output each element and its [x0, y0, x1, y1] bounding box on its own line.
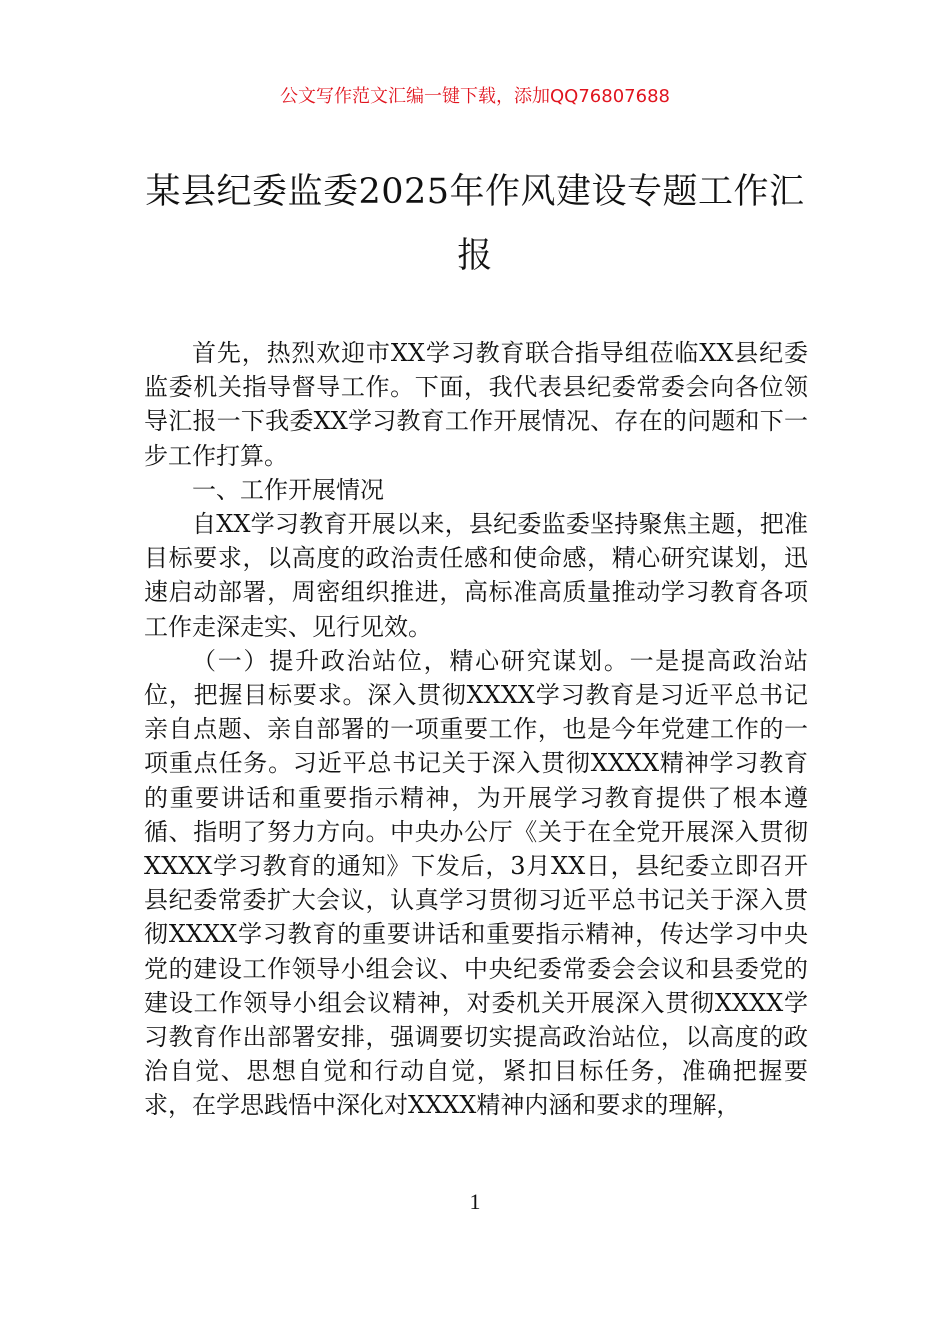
section-heading: 一、工作开展情况: [192, 475, 384, 504]
document-title: 某县纪委监委2025年作风建设专题工作汇报: [145, 172, 805, 276]
paragraph-subsection-1: （一）提升政治站位，精心研究谋划。一是提高政治站位，把握目标要求。深入贯彻XXXX学习教育是习近平总书记亲自点题、亲自部署的一项重要工作，也是今年党建工作的一项重点任务。习近平总书记关于深入贯彻XXXX精神学习教育的重要讲话和重要指示精神，为开展学习教育提供了根本遵循、指明了努力方向。中央办公厅《关于在全党开展深入贯彻XXXX学习教育的通知》下发后，3月XX日，县纪委立即召开县纪委常委扩大会议，认真学习贯彻习近平总书记关于深入贯彻XXXX学习教育的重要讲话和重要指示精神，传达学习中央党的建设工作领导小组会议、中央纪委常委会会议和县委党的建设工作领导小组会议精神，对委机关开展深入贯彻XXXX学习教育作出部署安排，强调要切实提高政治站位，以高度的政治自觉、思想自觉和行动自觉，紧扣目标任务，准确把握要求，在学思践悟中深化对XXXX精神内涵和要求的理解，: [144, 646, 808, 1120]
paragraph-intro: 首先，热烈欢迎市XX学习教育联合指导组莅临XX县纪委监委机关指导督导工作。下面，我代表县纪委常委会向各位领导汇报一下我委XX学习教育工作开展情况、存在的问题和下一步工作打算。: [144, 339, 808, 470]
page-number: 1: [469, 1189, 481, 1214]
header-note: 公文写作范文汇编一键下载，添加QQ76807688: [280, 86, 670, 107]
paragraph-overview: 自XX学习教育开展以来，县纪委监委坚持聚焦主题，把准目标要求，以高度的政治责任感和使命感，精心研究谋划，迅速启动部署，周密组织推进，高标准高质量推动学习教育各项工作走深走实、见行见效。: [144, 510, 808, 641]
document-body: [144, 336, 808, 1123]
